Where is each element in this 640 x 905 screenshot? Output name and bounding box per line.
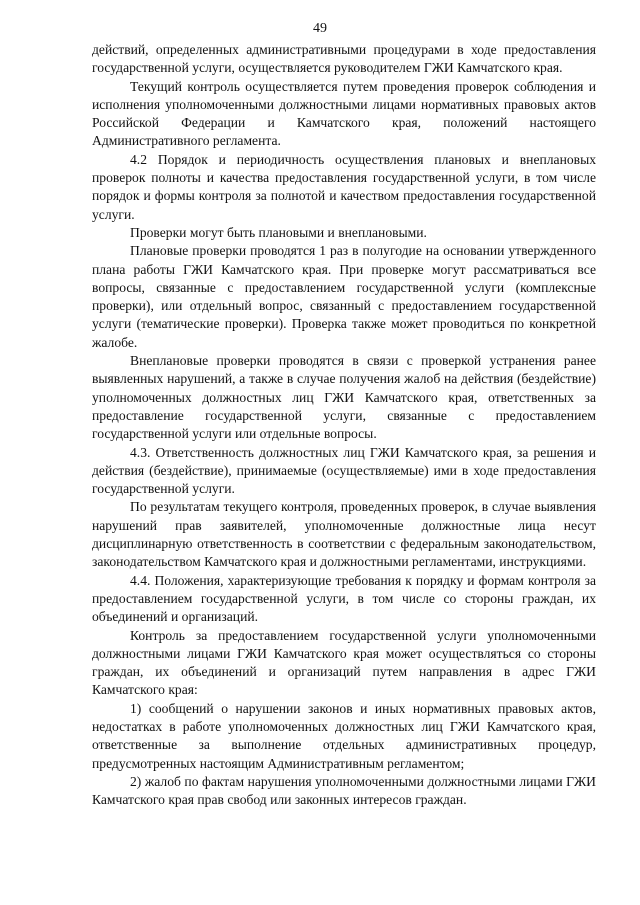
paragraph-7: 4.3. Ответственность должностных лиц ГЖИ Камчатского края, за решения и действия (бездействие), принимаемые (осуществляемые) ими в ходе предоставления государственной услуги. <box>92 444 596 497</box>
paragraph-2: Текущий контроль осуществляется путем проведения проверок соблюдения и исполнения уполномоченными должностными лицами нормативных правовых актов Российской Федерации и Камчатского края, положений настоящего Административного регламента. <box>92 78 596 149</box>
paragraph-12: 2) жалоб по фактам нарушения уполномоченными должностными лицами ГЖИ Камчатского края прав свобод или законных интересов граждан. <box>92 773 596 808</box>
document-body <box>92 41 596 809</box>
paragraph-5: Плановые проверки проводятся 1 раз в полугодие на основании утвержденного плана работы ГЖИ Камчатского края. При проверке могут рассматриваться все вопросы, связанные с предоставлением государственной услуги (комплексные проверки), или отдельный вопрос, связанный с предоставлением государственной услуги (тематические проверки). Проверка также может проводиться по конкретной жалобе. <box>92 243 596 350</box>
paragraph-3: 4.2 Порядок и периодичность осуществления плановых и внеплановых проверок полноты и качества предоставления государственной услуги, в том числе порядок и формы контроля за полнотой и качеством предоставления государственной услуги. <box>92 151 596 222</box>
paragraph-11: 1) сообщений о нарушении законов и иных нормативных правовых актов, недостатках в работе уполномоченных должностных лиц ГЖИ Камчатского края, ответственные за выполнение отдельных административных процедур, предусмотренных настоящим Административным регламентом; <box>92 700 596 771</box>
paragraph-10: Контроль за предоставлением государственной услуги уполномоченными должностными лицами ГЖИ Камчатского края может осуществляться со стороны граждан, их объединений и организаций путем направления в адрес ГЖИ Камчатского края: <box>92 627 596 698</box>
paragraph-8: По результатам текущего контроля, проведенных проверок, в случае выявления нарушений прав заявителей, уполномоченные должностные лица несут дисциплинарную ответственность в соответствии с федеральным законодательством, законодательством Камчатского края и должностными регламентами, инструкциями. <box>92 499 596 570</box>
paragraph-9: 4.4. Положения, характеризующие требования к порядку и формам контроля за предоставлением государственной услуги, в том числе со стороны граждан, их объединений и организаций. <box>92 572 596 625</box>
paragraph-4: Проверки могут быть плановыми и внеплановыми. <box>130 224 427 240</box>
page-number: 49 <box>313 21 327 36</box>
paragraph-6: Внеплановые проверки проводятся в связи с проверкой устранения ранее выявленных нарушений, а также в случае получения жалоб на действия (бездействие) уполномоченных должностных лиц ГЖИ Камчатского края, ответственных за предоставление государственной услуги, связанные с предоставлением государственной услуги или отдельные вопросы. <box>92 353 596 442</box>
paragraph-1: действий, определенных административными процедурами в ходе предоставления государственной услуги, осуществляется руководителем ГЖИ Камчатского края. <box>92 42 596 76</box>
